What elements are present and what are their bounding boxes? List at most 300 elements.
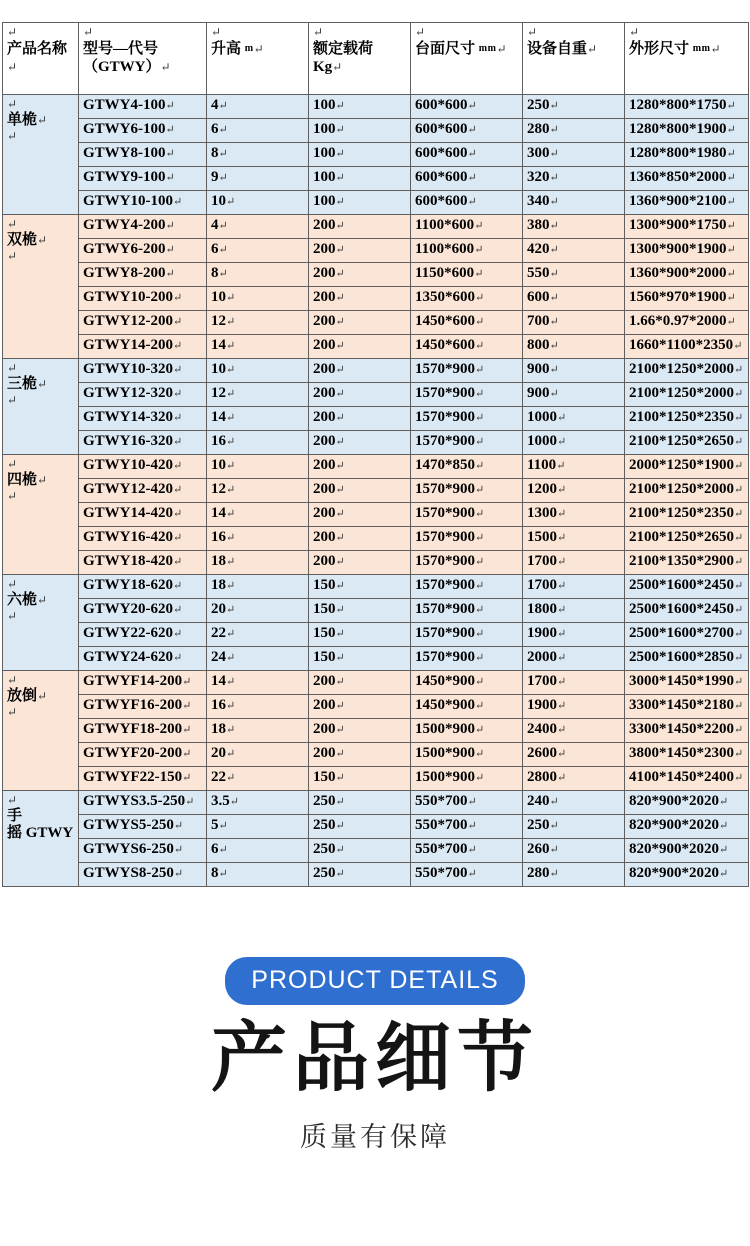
paragraph-mark-icon: ↵: [173, 292, 183, 304]
cell-value: 1570*900: [415, 529, 475, 545]
paragraph-mark-icon: ↵: [549, 388, 559, 400]
cell-value: 100: [313, 121, 336, 137]
cell-value: 5: [211, 817, 219, 833]
table-cell: [625, 191, 749, 215]
table-cell: [523, 383, 625, 407]
paragraph-mark-icon: ↵: [218, 820, 228, 832]
paragraph-mark-icon: ↵: [467, 196, 477, 208]
product-group-cell: ↵ 手 摇 GTWY: [3, 791, 79, 887]
table-row: [3, 815, 749, 839]
table-cell: [309, 767, 411, 791]
table-cell: [411, 119, 523, 143]
table-cell: [523, 815, 625, 839]
paragraph-mark-icon: ↵: [557, 748, 567, 760]
paragraph-mark-icon: ↵: [335, 844, 345, 856]
table-cell: [411, 863, 523, 887]
cell-value: 2500*1600*2850: [629, 649, 734, 665]
paragraph-mark-icon: ↵: [475, 580, 485, 592]
cell-value: 2500*1600*2450: [629, 601, 734, 617]
column-header-2: [207, 23, 309, 95]
table-cell: [411, 551, 523, 575]
table-cell: [309, 311, 411, 335]
paragraph-mark-icon: ↵: [475, 436, 485, 448]
cell-value: 1360*900*2000: [629, 265, 727, 281]
table-cell: [309, 839, 411, 863]
cell-value: 100: [313, 169, 336, 185]
table-cell: [79, 479, 207, 503]
paragraph-mark-icon: ↵: [173, 844, 184, 856]
table-cell: [79, 335, 207, 359]
paragraph-mark-icon: ↵: [726, 148, 736, 160]
table-cell: [207, 767, 309, 791]
paragraph-mark-icon: ↵: [335, 100, 345, 112]
cell-value: 3800*1450*2300: [629, 745, 734, 761]
paragraph-mark-icon: ↵: [467, 868, 477, 880]
table-cell: [309, 335, 411, 359]
paragraph-mark-icon: ↵: [549, 268, 559, 280]
cell-value: 1570*900: [415, 409, 475, 425]
cell-value: 1300: [527, 505, 557, 521]
paragraph-mark-icon: ↵: [475, 748, 485, 760]
paragraph-mark-icon: ↵: [218, 124, 228, 136]
paragraph-mark-icon: ↵: [475, 700, 485, 712]
cell-value: 6: [211, 841, 219, 857]
table-row: [3, 239, 749, 263]
table-cell: [411, 191, 523, 215]
table-cell: [207, 263, 309, 287]
cell-value: 200: [313, 241, 336, 257]
paragraph-mark-icon: ↵: [226, 460, 236, 472]
cell-value: 3.5: [211, 793, 230, 809]
table-row: [3, 695, 749, 719]
table-cell: [309, 479, 411, 503]
table-cell: [625, 815, 749, 839]
paragraph-mark-icon: ↵: [557, 772, 567, 784]
paragraph-mark-icon: ↵: [335, 724, 345, 736]
table-cell: [411, 479, 523, 503]
cell-value: 200: [313, 721, 336, 737]
table-cell: [625, 695, 749, 719]
cell-value: 550*700: [415, 793, 468, 809]
cell-value: 100: [313, 193, 336, 209]
paragraph-mark-icon: ↵: [226, 652, 236, 664]
paragraph-mark-icon: ↵: [475, 340, 485, 352]
table-cell: [309, 743, 411, 767]
cell-value: 12: [211, 313, 226, 329]
cell-value: 8: [211, 865, 219, 881]
cell-value: 1000: [527, 433, 557, 449]
paragraph-mark-icon: ↵: [226, 532, 236, 544]
cell-value: 200: [313, 505, 336, 521]
paragraph-mark-icon: ↵: [557, 628, 567, 640]
table-row: [3, 455, 749, 479]
table-cell: [625, 119, 749, 143]
paragraph-mark-icon: ↵: [229, 796, 239, 808]
paragraph-mark-icon: ↵: [335, 700, 345, 712]
table-row: [3, 575, 749, 599]
paragraph-mark-icon: ↵: [549, 796, 559, 808]
paragraph-mark-icon: ↵: [734, 364, 744, 376]
cell-value: 10: [211, 193, 226, 209]
column-header-label: 型号—代号: [83, 41, 159, 58]
paragraph-mark-icon: ↵: [734, 436, 744, 448]
table-cell: [523, 407, 625, 431]
table-cell: [411, 791, 523, 815]
cell-value: GTWY6-100: [83, 121, 166, 137]
cell-value: 550*700: [415, 841, 468, 857]
cell-value: 18: [211, 577, 226, 593]
table-cell: [411, 767, 523, 791]
table-cell: [79, 743, 207, 767]
cell-value: 250: [527, 817, 550, 833]
cell-value: GTWY24-620: [83, 649, 173, 665]
paragraph-mark-icon: ↵: [226, 628, 236, 640]
paragraph-mark-icon: ↵: [629, 25, 640, 39]
paragraph-mark-icon: ↵: [335, 628, 345, 640]
column-header-4: [411, 23, 523, 95]
cell-value: 200: [313, 457, 336, 473]
cell-value: 820*900*2020: [629, 817, 719, 833]
cell-value: 4100*1450*2400: [629, 769, 734, 785]
table-row: [3, 743, 749, 767]
paragraph-mark-icon: ↵: [218, 268, 228, 280]
table-cell: [411, 695, 523, 719]
paragraph-mark-icon: ↵: [173, 484, 183, 496]
paragraph-mark-icon: ↵: [549, 868, 559, 880]
paragraph-mark-icon: ↵: [475, 556, 485, 568]
paragraph-mark-icon: ↵: [173, 508, 183, 520]
paragraph-mark-icon: ↵: [557, 604, 567, 616]
table-cell: [79, 671, 207, 695]
cell-value: 14: [211, 673, 226, 689]
table-cell: [523, 167, 625, 191]
cell-value: 100: [313, 97, 336, 113]
paragraph-mark-icon: ↵: [218, 172, 228, 184]
paragraph-mark-icon: ↵: [165, 172, 175, 184]
paragraph-mark-icon: ↵: [726, 268, 736, 280]
paragraph-mark-icon: ↵: [218, 220, 228, 232]
cell-value: 10: [211, 289, 226, 305]
paragraph-mark-icon: ↵: [335, 388, 345, 400]
column-header-sublabel: Kg↵: [313, 58, 343, 75]
cell-value: 1300*900*1900: [629, 241, 727, 257]
cell-value: 2400: [527, 721, 557, 737]
table-row: [3, 503, 749, 527]
paragraph-mark-icon: ↵: [467, 124, 477, 136]
paragraph-mark-icon: ↵: [165, 148, 175, 160]
cell-value: GTWY8-200: [83, 265, 166, 281]
cell-value: 1280*800*1900: [629, 121, 727, 137]
table-cell: [79, 647, 207, 671]
paragraph-mark-icon: ↵: [226, 436, 236, 448]
cell-value: 200: [313, 313, 336, 329]
table-cell: [523, 863, 625, 887]
paragraph-mark-icon: ↵: [549, 316, 559, 328]
cell-value: 150: [313, 601, 336, 617]
paragraph-mark-icon: ↵: [182, 724, 192, 736]
table-cell: [309, 95, 411, 119]
cell-value: 1500*900: [415, 745, 475, 761]
paragraph-mark-icon: ↵: [226, 580, 236, 592]
table-cell: [411, 527, 523, 551]
cell-value: 200: [313, 361, 336, 377]
paragraph-mark-icon: ↵: [734, 628, 744, 640]
paragraph-mark-icon: ↵: [467, 100, 477, 112]
paragraph-mark-icon: ↵: [335, 580, 345, 592]
table-row: [3, 383, 749, 407]
table-row: [3, 719, 749, 743]
cell-value: 2100*1250*2350: [629, 409, 734, 425]
table-row: [3, 215, 749, 239]
paragraph-mark-icon: ↵: [734, 388, 744, 400]
table-cell: [79, 839, 207, 863]
cell-value: GTWY4-200: [83, 217, 166, 233]
table-cell: [79, 167, 207, 191]
table-cell: [309, 575, 411, 599]
cell-value: 1470*850: [415, 457, 475, 473]
paragraph-mark-icon: ↵: [335, 124, 345, 136]
paragraph-mark-icon: ↵: [335, 484, 345, 496]
table-cell: [207, 551, 309, 575]
table-cell: [79, 767, 207, 791]
paragraph-mark-icon: ↵: [557, 724, 567, 736]
paragraph-mark-icon: ↵: [734, 772, 744, 784]
paragraph-mark-icon: ↵: [335, 364, 345, 376]
table-row: [3, 599, 749, 623]
cell-value: GTWY10-320: [83, 361, 173, 377]
cell-value: 14: [211, 505, 226, 521]
paragraph-mark-icon: ↵: [557, 412, 567, 424]
paragraph-mark-icon: ↵: [226, 724, 236, 736]
paragraph-mark-icon: ↵: [726, 172, 736, 184]
paragraph-mark-icon: ↵: [549, 100, 559, 112]
cell-value: 200: [313, 265, 336, 281]
cell-value: 12: [211, 385, 226, 401]
paragraph-mark-icon: ↵: [218, 148, 228, 160]
paragraph-mark-icon: ↵: [549, 820, 559, 832]
paragraph-mark-icon: ↵: [719, 820, 729, 832]
cell-value: 1700: [527, 673, 557, 689]
paragraph-mark-icon: ↵: [218, 244, 228, 256]
paragraph-mark-icon: ↵: [173, 460, 183, 472]
table-row: [3, 311, 749, 335]
table-cell: [523, 311, 625, 335]
cell-value: 250: [313, 841, 336, 857]
table-cell: [411, 95, 523, 119]
paragraph-mark-icon: ↵: [726, 196, 736, 208]
table-cell: [523, 767, 625, 791]
table-cell: [79, 95, 207, 119]
paragraph-mark-icon: ↵: [733, 340, 743, 352]
paragraph-mark-icon: ↵: [173, 820, 184, 832]
cell-value: 2100*1350*2900: [629, 553, 734, 569]
table-cell: [523, 431, 625, 455]
cell-value: 1000: [527, 409, 557, 425]
table-cell: [411, 311, 523, 335]
cell-value: 2100*1250*2650: [629, 433, 734, 449]
cell-value: 1.66*0.97*2000: [629, 313, 727, 329]
cell-value: 8: [211, 265, 219, 281]
table-cell: [523, 791, 625, 815]
paragraph-mark-icon: ↵: [173, 532, 183, 544]
cell-value: 380: [527, 217, 550, 233]
table-cell: [79, 407, 207, 431]
paragraph-mark-icon: ↵: [557, 532, 567, 544]
table-cell: [523, 551, 625, 575]
table-cell: [207, 455, 309, 479]
paragraph-mark-icon: ↵: [226, 364, 236, 376]
column-header-label: 设备自重↵: [527, 41, 598, 58]
product-group-label: 双桅↵: [7, 232, 48, 248]
cell-value: 1700: [527, 577, 557, 593]
cell-value: 1100*600: [415, 241, 475, 257]
paragraph-mark-icon: ↵: [335, 532, 345, 544]
cell-value: 24: [211, 649, 226, 665]
column-header-label: 台面尺寸 mm↵: [415, 41, 507, 58]
cell-value: 10: [211, 361, 226, 377]
table-cell: [207, 623, 309, 647]
cell-value: 6: [211, 121, 219, 137]
cell-value: 150: [313, 649, 336, 665]
table-cell: [207, 647, 309, 671]
product-group-label: 三桅↵: [7, 376, 48, 392]
table-cell: [79, 719, 207, 743]
column-header-0: [3, 23, 79, 95]
cell-value: 2100*1250*2000: [629, 361, 734, 377]
paragraph-mark-icon: ↵: [335, 772, 345, 784]
table-cell: [207, 863, 309, 887]
paragraph-mark-icon: ↵: [549, 364, 559, 376]
paragraph-mark-icon: ↵: [557, 508, 567, 520]
cell-value: GTWY14-320: [83, 409, 173, 425]
paragraph-mark-icon: ↵: [726, 316, 736, 328]
paragraph-mark-icon: ↵: [182, 772, 192, 784]
paragraph-mark-icon: ↵: [173, 388, 183, 400]
table-cell: [309, 623, 411, 647]
paragraph-mark-icon: ↵: [726, 292, 736, 304]
paragraph-mark-icon: ↵: [165, 100, 175, 112]
cell-value: GTWY22-620: [83, 625, 173, 641]
table-cell: [411, 623, 523, 647]
paragraph-mark-icon: ↵: [527, 25, 538, 39]
table-cell: [207, 95, 309, 119]
table-cell: [79, 815, 207, 839]
paragraph-mark-icon: ↵: [182, 676, 192, 688]
table-cell: [523, 575, 625, 599]
cell-value: GTWY18-420: [83, 553, 173, 569]
cell-value: 240: [527, 793, 550, 809]
cell-value: 1150*600: [415, 265, 475, 281]
paragraph-mark-icon: ↵: [726, 124, 736, 136]
paragraph-mark-icon: ↵: [165, 244, 175, 256]
cell-value: 1500*900: [415, 769, 475, 785]
table-cell: [207, 791, 309, 815]
table-cell: [523, 359, 625, 383]
paragraph-mark-icon: ↵: [182, 700, 192, 712]
paragraph-mark-icon: ↵: [719, 868, 729, 880]
cell-value: 20: [211, 745, 226, 761]
table-cell: [411, 335, 523, 359]
paragraph-mark-icon: ↵: [218, 844, 228, 856]
cell-value: GTWY20-620: [83, 601, 173, 617]
table-cell: [523, 527, 625, 551]
cell-value: GTWY16-420: [83, 529, 173, 545]
table-row: [3, 863, 749, 887]
cell-value: 3300*1450*2200: [629, 721, 734, 737]
cell-value: 9: [211, 169, 219, 185]
table-row: [3, 95, 749, 119]
cell-value: 900: [527, 385, 550, 401]
cell-value: 1900: [527, 625, 557, 641]
paragraph-mark-icon: ↵: [474, 220, 484, 232]
paragraph-mark-icon: ↵: [335, 508, 345, 520]
cell-value: 18: [211, 721, 226, 737]
paragraph-mark-icon: ↵: [475, 388, 485, 400]
cell-value: 20: [211, 601, 226, 617]
cell-value: 1450*600: [415, 337, 475, 353]
paragraph-mark-icon: ↵: [226, 556, 236, 568]
cell-value: 820*900*2020: [629, 793, 719, 809]
paragraph-mark-icon: ↵: [467, 820, 477, 832]
paragraph-mark-icon: ↵: [335, 244, 345, 256]
paragraph-mark-icon: ↵: [475, 676, 485, 688]
table-cell: [411, 239, 523, 263]
page-root: [0, 22, 750, 1246]
paragraph-mark-icon: ↵: [475, 484, 485, 496]
paragraph-mark-icon: ↵: [335, 604, 345, 616]
table-cell: [79, 119, 207, 143]
paragraph-mark-icon: ↵: [557, 556, 567, 568]
table-cell: [411, 599, 523, 623]
cell-value: 250: [313, 865, 336, 881]
cell-value: 3300*1450*2180: [629, 697, 734, 713]
table-cell: [207, 119, 309, 143]
paragraph-mark-icon: ↵: [218, 868, 228, 880]
table-cell: [411, 575, 523, 599]
paragraph-mark-icon: ↵: [549, 196, 559, 208]
product-group-label: 四桅↵: [7, 472, 48, 488]
table-cell: [207, 431, 309, 455]
cell-value: GTWY10-100: [83, 193, 173, 209]
product-details-badge: PRODUCT DETAILS: [225, 957, 524, 1005]
table-cell: [309, 455, 411, 479]
table-row: [3, 671, 749, 695]
paragraph-mark-icon: ↵: [173, 364, 183, 376]
paragraph-mark-icon: ↵: [734, 412, 744, 424]
paragraph-mark-icon: ↵: [557, 436, 567, 448]
table-cell: [79, 791, 207, 815]
cell-value: 250: [527, 97, 550, 113]
cell-value: 200: [313, 673, 336, 689]
table-cell: [207, 143, 309, 167]
table-cell: [411, 431, 523, 455]
column-header-label: 产品名称↵: [7, 41, 68, 74]
cell-value: 600*600: [415, 145, 468, 161]
cell-value: 200: [313, 529, 336, 545]
table-cell: [207, 311, 309, 335]
table-cell: [625, 623, 749, 647]
table-cell: [625, 647, 749, 671]
cell-value: 200: [313, 409, 336, 425]
paragraph-mark-icon: ↵: [549, 220, 559, 232]
table-cell: [79, 287, 207, 311]
paragraph-mark-icon: ↵: [719, 844, 729, 856]
table-cell: [625, 431, 749, 455]
table-cell: [625, 551, 749, 575]
cell-value: 2600: [527, 745, 557, 761]
table-cell: [625, 671, 749, 695]
table-cell: [207, 167, 309, 191]
